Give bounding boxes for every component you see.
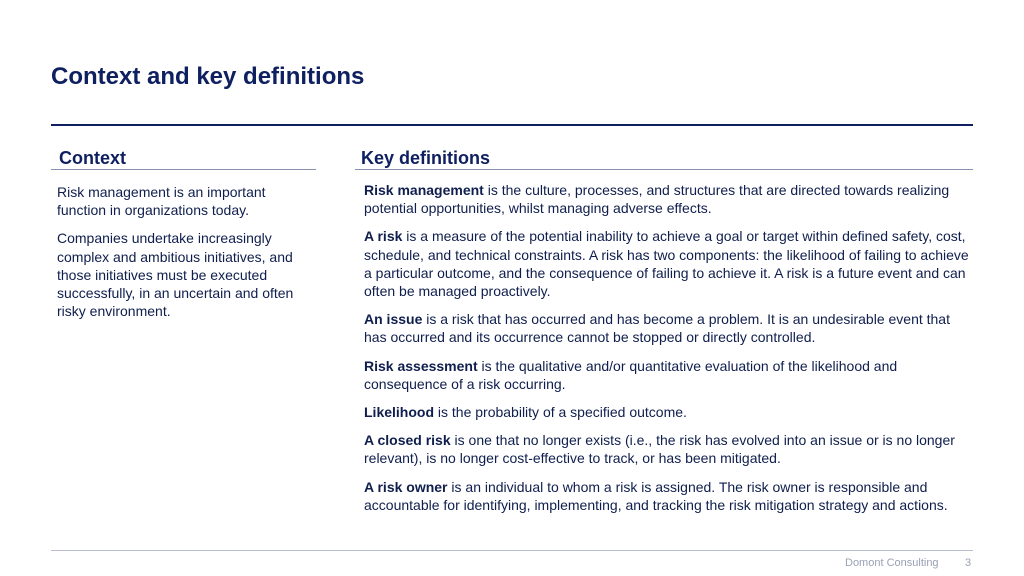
definition-text: is a risk that has occurred and has become a problem. It is an undesirable event that has occurred and its occurrence cannot be stopped or directly controlled. xyxy=(364,311,950,346)
definition-term: A risk owner xyxy=(364,478,448,495)
definition-term: Risk assessment xyxy=(364,357,478,374)
definition-term: An issue xyxy=(364,311,423,328)
definition-term: Risk management xyxy=(364,182,484,198)
definition-text: is the qualitative and/or quantitative evaluation of the likelihood and consequence of a risk occurring. xyxy=(364,357,898,392)
context-paragraph: Companies undertake increasingly complex and ambitious initiatives, and those initiatives must be executed successfully, in an uncertain and often risky environment. xyxy=(57,230,294,320)
definition-text: is the culture, processes, and structures that are directed towards realizing potential opportunities, whilst managing adverse effects. xyxy=(364,182,950,217)
definition-text: is the probability of a specified outcome. xyxy=(434,404,687,421)
definition-term: A risk xyxy=(364,228,403,245)
definitions-heading: Key definitions xyxy=(361,148,491,168)
definition-item xyxy=(364,403,969,421)
page-title: Context and key definitions xyxy=(51,63,365,90)
context-heading: Context xyxy=(59,148,126,168)
title-divider xyxy=(51,124,973,126)
definitions-body xyxy=(364,181,969,524)
page-number: 3 xyxy=(965,557,972,569)
definition-text: is an individual to whom a risk is assigned. The risk owner is responsible and accountable for identifying, implementing, and tracking the risk mitigation strategy and actions. xyxy=(364,478,948,513)
definition-item xyxy=(364,310,969,346)
definition-term: Likelihood xyxy=(364,404,434,421)
context-paragraph: Risk management is an important function in organizations today. xyxy=(57,184,266,219)
definition-text: is one that no longer exists (i.e., the risk has evolved into an issue or is no longer relevant), is no longer cost-effective to track, or has been mitigated. xyxy=(364,432,955,467)
definition-text: is a measure of the potential inability to achieve a goal or target within defined safety, cost, schedule, and technical constraints. A risk has two components: the likelihood of failing to achieve a particular outcome, and the consequence of failing to achieve it. A risk is a future event and can often be managed proactively. xyxy=(364,228,969,300)
definition-item xyxy=(364,357,969,393)
context-heading-rule xyxy=(51,169,316,170)
context-body xyxy=(57,183,315,330)
footer-company: Domont Consulting xyxy=(845,557,939,569)
definition-item xyxy=(364,431,969,467)
definition-term: A closed risk xyxy=(364,432,451,449)
definition-item xyxy=(364,181,969,217)
definition-item xyxy=(364,227,969,300)
footer-divider xyxy=(51,550,973,551)
definitions-heading-rule xyxy=(355,169,973,170)
definition-item xyxy=(364,478,969,514)
